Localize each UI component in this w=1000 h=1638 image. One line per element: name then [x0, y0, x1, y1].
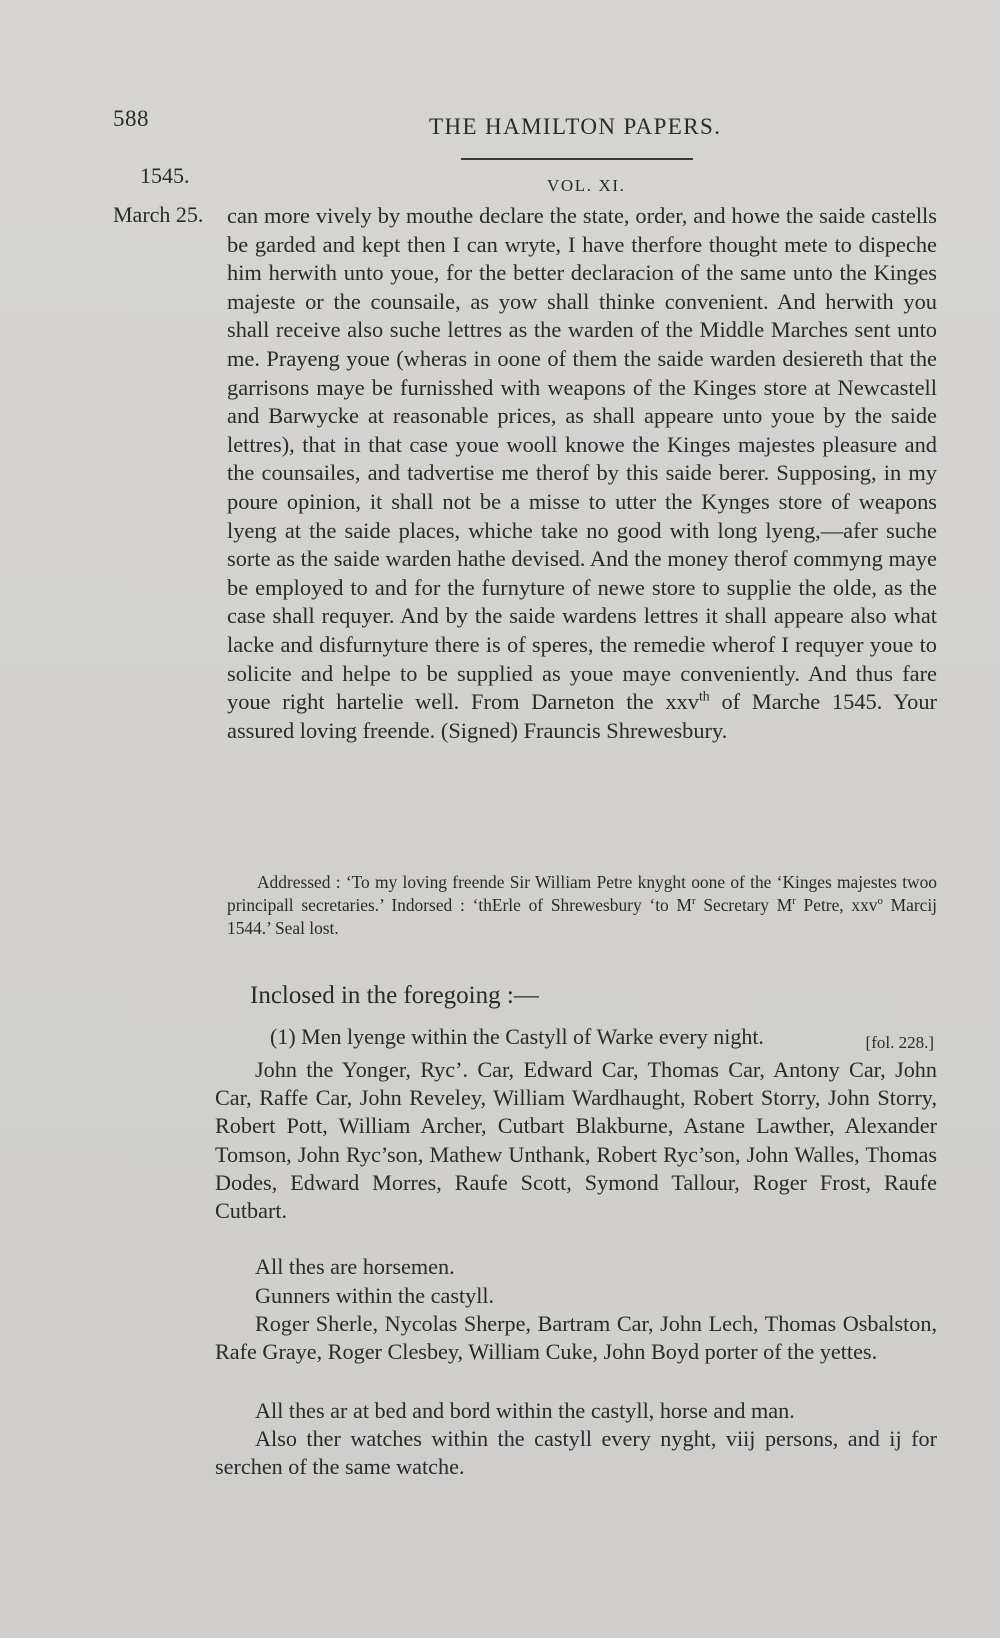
enclosure-heading: Inclosed in the foregoing :— [250, 982, 539, 1009]
volume-label: VOL. XI. [547, 176, 626, 195]
address-note-text: Petre, xxv [795, 895, 878, 915]
letter-body-text: can more vively by mouthe declare the state, order, and howe the saide castells be garded and kept then I can wryte, I have therfore thought mete to dispeche him herwith unto youe, for the better declaracion of the same unto the Kinges majeste or the counsaile, as yow shall thinke convenient. And herwith you shall receive also suche lettres as the warden of the Middle Marches sent unto me. Prayeng youe (wheras in oone of them the saide warden desiereth that the garrisons maye be furnisshed with weapons of the Kinges store at Newcastell and Barwycke at reasonable prices, as shall appeare unto youe by the saide lettres), that in that case youe wooll knowe the Kinges majestes pleasure and the counsailes, and tadvertise me therof by this saide berer. Supposing, in my poure opinion, it shall not be a misse to utter the Kynges store of weapons lyeng at the saide places, whiche take no good with long lyeng,—afer suche sorte as the saide warden hathe devised. And the money therof commyng maye be employed to and for the furnyture of newe store to supplie the olde, as the case shall requyer. And by the saide wardens lettres it shall appeare also what lacke and disfurnyture there is of speres, the remedie wherof I requyer youe to solicite and helpe to be supplied as youe maye conveniently. And thus fare youe right hartelie well. From Darneton the xxv [227, 203, 937, 715]
address-note-superscript: r [691, 895, 696, 908]
gunners-heading-line: Gunners within the castyll. [255, 1283, 495, 1308]
margin-year: 1545. [140, 163, 190, 188]
address-note-superscript: o [877, 895, 883, 908]
gunners-names-paragraph: Roger Sherle, Nycolas Sherpe, Bartram Car, John Lech, Thomas Osbalston, Rafe Graye, Roger Clesbey, William Cuke, John Boyd porter of the yettes. [215, 1311, 937, 1365]
page-number: 588 [113, 106, 149, 131]
letter-body [227, 202, 937, 745]
folio-reference: [fol. 228.] [865, 1033, 934, 1052]
running-title: THE HAMILTON PAPERS. [429, 114, 722, 139]
bed-and-board-line: All thes ar at bed and bord within the castyll, horse and man. [255, 1398, 795, 1423]
title-rule [461, 158, 693, 160]
margin-date: March 25. [113, 202, 204, 227]
address-note-text: Marcij 1544.’ Seal lost. [227, 895, 937, 938]
address-note-superscript: r [792, 895, 796, 908]
letter-body-closing: of Marche 1545. Your assured loving freende. (Signed) Frauncis Shrewesbury. [227, 689, 937, 743]
horsemen-line: All thes are horsemen. [255, 1254, 455, 1279]
horsemen-names-paragraph: John the Yonger, Ryc’. Car, Edward Car, Thomas Car, Antony Car, John Car, Raffe Car, John Reveley, William Wardhaught, Robert Storry, John Storry, Robert Pott, William Archer, Cutbart Blakburne, Astane Lawther, Alexander Tomson, John Ryc’son, Mathew Unthank, Robert Ryc’son, John Walles, Thomas Dodes, Edward Morres, Raufe Scott, Symond Tallour, Roger Frost, Raufe Cutbart. [215, 1057, 937, 1224]
watch-paragraph: Also ther watches within the castyll every nyght, viij persons, and ij for serchen of the same watche. [215, 1426, 937, 1480]
address-note [227, 871, 937, 940]
letter-body-superscript: th [698, 689, 710, 705]
address-note-text: Addressed : ‘To my loving freende Sir William Petre knyght oone of the ‘Kinges majestes twoo principall secretaries.’ Indorsed : ‘thErle of Shrewesbury ‘to M [227, 872, 937, 915]
enclosure-item-title: (1) Men lyenge within the Castyll of Warke every night. [270, 1024, 764, 1049]
address-note-text: Secretary M [695, 895, 793, 915]
